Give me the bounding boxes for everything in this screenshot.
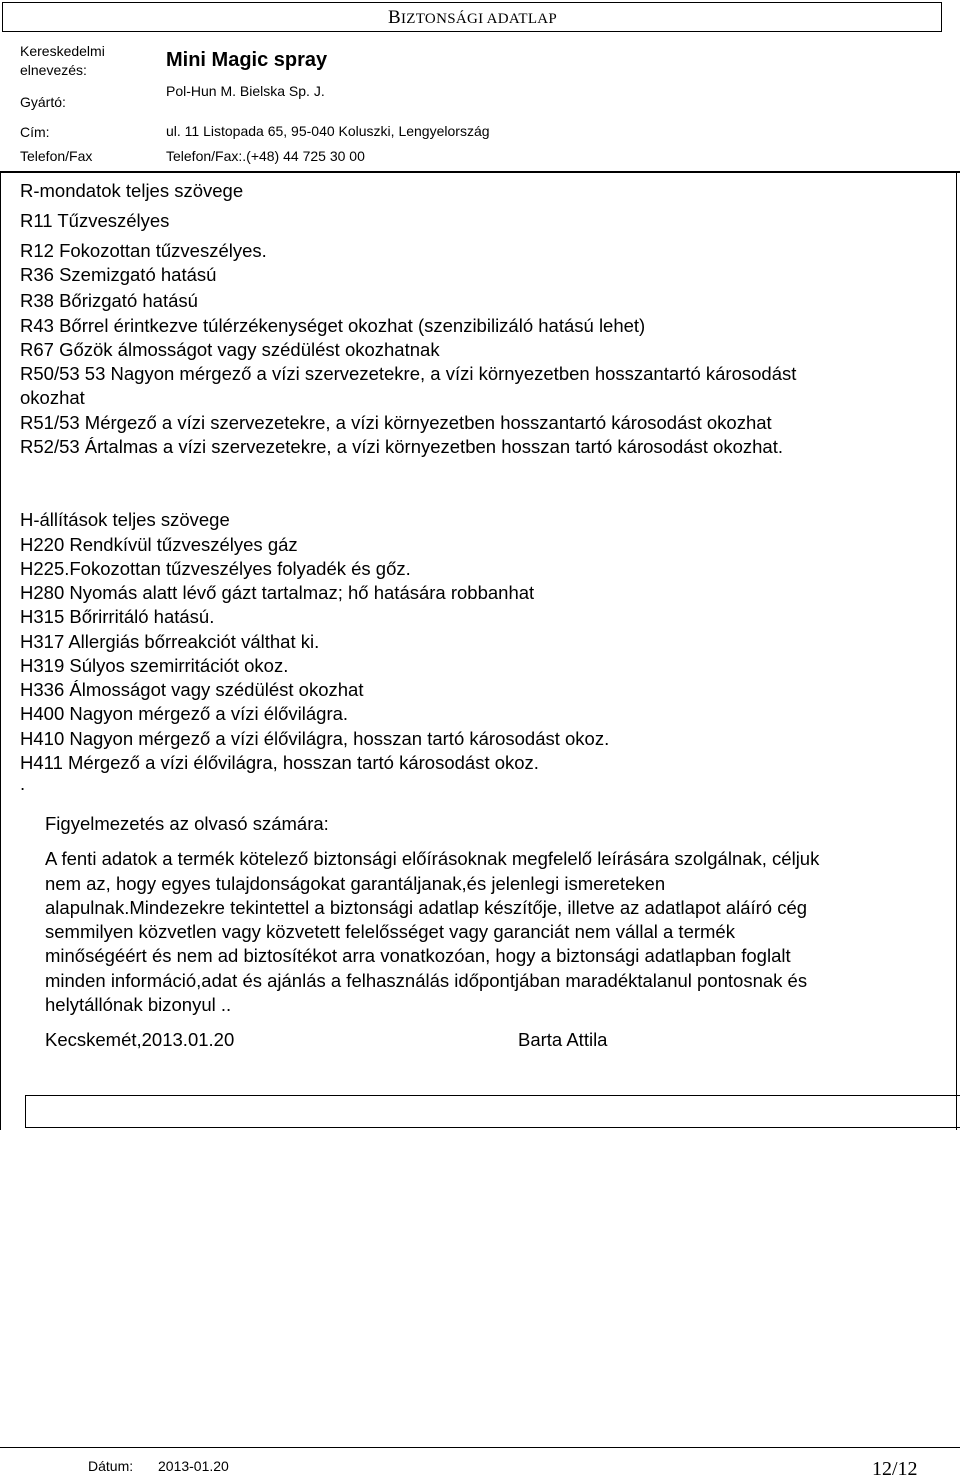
r-phrases-heading: R-mondatok teljes szövege xyxy=(20,180,244,201)
document-title xyxy=(388,7,557,29)
r-phrase-line: R67 Gőzök álmosságot vagy szédülést okozhatnak xyxy=(20,339,440,360)
h-statement-line: H336 Álmosságot vagy szédülést okozhat xyxy=(20,679,364,700)
warning-title: Figyelmezetés az olvasó számára: xyxy=(45,813,329,834)
r-phrase-line: R36 Szemizgató hatású xyxy=(20,264,217,285)
trade-name-label-2: elnevezés: xyxy=(20,62,87,78)
h-statement-line: H317 Allergiás bőrreakciót válthat ki. xyxy=(20,631,320,652)
page-number: 12/12 xyxy=(872,1458,918,1480)
warning-line: A fenti adatok a termék kötelező biztonsági előírásoknak megfelelő leírására szolgálnak, céljuk xyxy=(45,848,820,869)
address-label: Cím: xyxy=(20,124,50,140)
warning-line: helytállónak bizonyul .. xyxy=(45,994,232,1015)
signature-place-date: Kecskemét,2013.01.20 xyxy=(45,1029,235,1050)
r-phrase-line: R12 Fokozottan tűzveszélyes. xyxy=(20,240,267,261)
address-value: ul. 11 Listopada 65, 95-040 Koluszki, Lengyelország xyxy=(166,123,490,139)
h-statement-line: H411 Mérgező a vízi élővilágra, hosszan tartó károsodást okoz. xyxy=(20,752,539,773)
warning-line: nem az, hogy egyes tulajdonságokat garantáljanak,és jelenlegi ismereteken xyxy=(45,873,666,894)
h-statement-line: H315 Bőrirritáló hatású. xyxy=(20,606,215,627)
left-border xyxy=(0,172,1,1130)
document-title-rest: IZTONSÁGI ADATLAP xyxy=(400,11,558,27)
right-border xyxy=(956,172,957,1130)
h-statement-line: H319 Súlyos szemirritációt okoz. xyxy=(20,655,289,676)
manufacturer-label: Gyártó: xyxy=(20,94,66,110)
r-phrase-line: R11 Tűzveszélyes xyxy=(20,210,170,231)
h-statement-line: H220 Rendkívül tűzveszélyes gáz xyxy=(20,534,298,555)
h-statement-line: H225.Fokozottan tűzveszélyes folyadék és gőz. xyxy=(20,558,411,579)
phone-label: Telefon/Fax xyxy=(20,148,93,164)
document-title-initial: B xyxy=(388,7,401,28)
bottom-box xyxy=(25,1095,960,1128)
warning-line: semmilyen közvetlen vagy közvetett felelősséget vagy garanciát nem vállal a termék xyxy=(45,921,735,942)
manufacturer-value: Pol-Hun M. Bielska Sp. J. xyxy=(166,83,325,99)
header-divider xyxy=(0,171,960,173)
r-phrase-line: R51/53 Mérgező a vízi szervezetekre, a vízi környezetben hosszantartó károsodást okozhat xyxy=(20,412,772,433)
trade-name-label-1: Kereskedelmi xyxy=(20,43,105,59)
footer-date-label: Dátum: xyxy=(88,1458,134,1474)
h-statement-line: H400 Nagyon mérgező a vízi élővilágra. xyxy=(20,703,349,724)
r-phrase-line: R43 Bőrrel érintkezve túlérzékenységet okozhat (szenzibilizáló hatású lehet) xyxy=(20,315,646,336)
h-statement-line: H410 Nagyon mérgező a vízi élővilágra, hosszan tartó károsodást okoz. xyxy=(20,728,610,749)
signature-name: Barta Attila xyxy=(518,1029,608,1050)
warning-line: alapulnak.Mindezekre tekintettel a biztonsági adatlap készítője, illetve az adatlapot aláíró cég xyxy=(45,897,808,918)
footer-date-value: 2013-01.20 xyxy=(158,1458,229,1474)
r-phrase-line: R52/53 Ártalmas a vízi szervezetekre, a vízi környezetben hosszan tartó károsodást okozhat. xyxy=(20,436,783,457)
r-phrase-line: R38 Bőrizgató hatású xyxy=(20,290,198,311)
r-phrase-line: R50/53 53 Nagyon mérgező a vízi szervezetekre, a vízi környezetben hosszantartó károsodást xyxy=(20,363,797,384)
h-statements-heading: H-állítások teljes szövege xyxy=(20,509,230,530)
warning-line: minőségéért és nem ad biztosítékot arra vonatkozóan, hogy a biztonsági adatlapban foglalt xyxy=(45,945,791,966)
phone-value: Telefon/Fax:.(+48) 44 725 30 00 xyxy=(166,148,365,164)
footer-divider xyxy=(0,1447,960,1448)
product-name: Mini Magic spray xyxy=(166,49,328,71)
r-phrase-line: okozhat xyxy=(20,387,85,408)
h-statement-line: . xyxy=(20,773,26,794)
warning-line: minden információ,adat és ajánlás a felhasználás időpontjában maradéktalanul pontosnak és xyxy=(45,970,808,991)
h-statement-line: H280 Nyomás alatt lévő gázt tartalmaz; hő hatására robbanhat xyxy=(20,582,535,603)
